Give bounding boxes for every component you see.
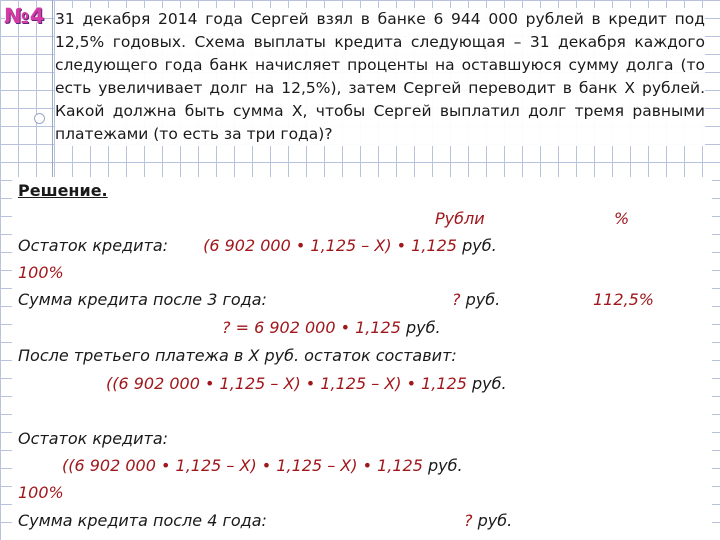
sum-after-3-unit: руб.	[465, 290, 501, 309]
problem-statement: 31 декабря 2014 года Сергей взял в банке 6 944 000 рублей в кредит под 12,5% годовых. Схема выплаты кредита следующая – 31 декабря каждого следующего года банк начисляет проценты на оставшуюся сумму долга (то есть увеличивает долг на 12,5%), затем Сергей переводит в банк X рублей. Какой должна быть сумма X, чтобы Сергей выплатил долг тремя равными платежами (то есть за три года)?	[55, 8, 705, 146]
solution-line-remaining-1	[18, 236, 497, 255]
solution-line-remaining-2-expression	[62, 456, 463, 475]
slide-number: №4	[4, 4, 45, 28]
solution-line-remaining-2: Остаток кредита:	[18, 429, 169, 448]
solution-line-remainder-expression	[106, 374, 507, 393]
solution-line-sum-after-3	[18, 290, 267, 309]
remainder-expression: ((6 902 000 • 1,125 – X) • 1,125 – X) • 1,125	[106, 374, 467, 393]
column-header-percent: %	[614, 209, 630, 228]
column-header-rubles: Рубли	[435, 209, 485, 228]
remaining-percent: 100%	[18, 263, 64, 282]
sum-after-3-value	[452, 290, 500, 309]
solution-title: Решение.	[18, 181, 108, 200]
equation-unit: руб.	[406, 318, 441, 337]
remaining-label: Остаток кредита:	[18, 236, 169, 255]
remainder-unit: руб.	[472, 374, 507, 393]
remaining-expression: (6 902 000 • 1,125 – X) • 1,125	[203, 236, 457, 255]
remaining-unit: руб.	[462, 236, 497, 255]
sum-after-4-unit: руб.	[477, 511, 513, 530]
solution-line-equation	[222, 318, 441, 337]
notebook-hole-marker	[34, 113, 45, 124]
remaining-2-percent: 100%	[18, 483, 64, 502]
notebook-margin-line	[52, 0, 53, 180]
solution-line-after-third-payment: После третьего платежа в X руб. остаток составит:	[18, 346, 457, 365]
sum-after-3-percent: 112,5%	[593, 290, 655, 309]
solution-line-sum-after-4: Сумма кредита после 4 года:	[18, 511, 267, 530]
sum-after-4-value	[464, 511, 512, 530]
sum-after-3-label: Сумма кредита после 3 года:	[18, 290, 267, 309]
remaining-2-unit: руб.	[428, 456, 463, 475]
solution-section	[12, 177, 712, 540]
equation-expression: ? = 6 902 000 • 1,125	[222, 318, 401, 337]
remaining-2-expression: ((6 902 000 • 1,125 – X) • 1,125 – X) • 1,125	[62, 456, 423, 475]
sum-after-3-unknown: ?	[452, 290, 461, 309]
sum-after-4-unknown: ?	[464, 511, 473, 530]
